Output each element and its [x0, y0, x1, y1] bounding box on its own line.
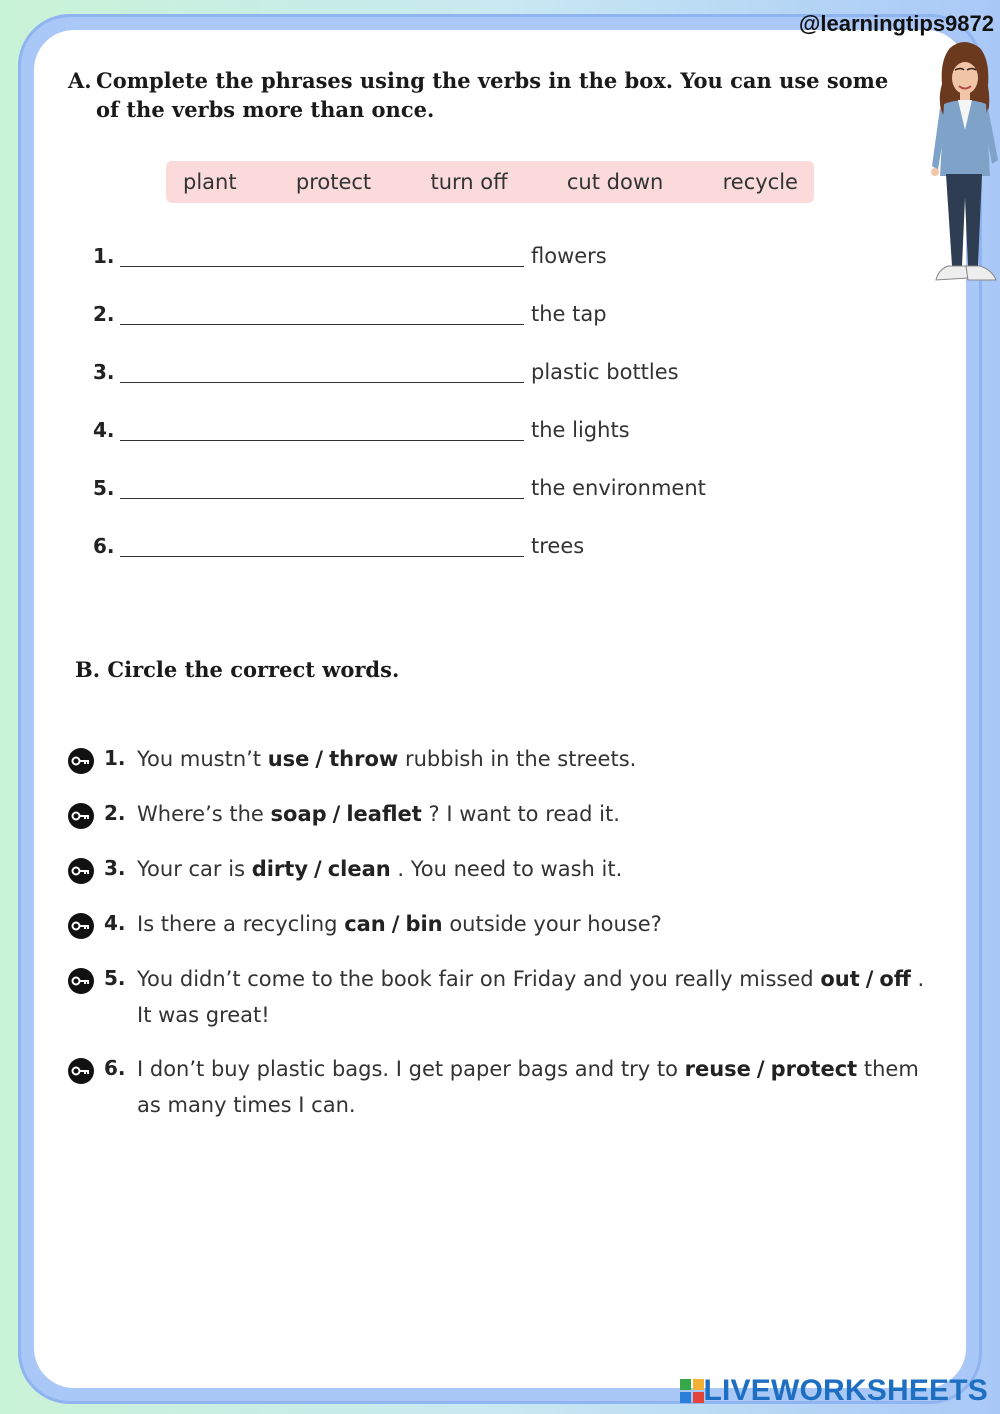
sentence-end: ? I want to read it.	[428, 802, 620, 826]
option-1[interactable]: out	[820, 967, 860, 991]
item-number: 3.	[93, 360, 115, 384]
item-number: 2.	[104, 801, 126, 825]
sentence	[137, 796, 937, 832]
word-box-item: protect	[295, 170, 372, 194]
teacher-illustration	[928, 38, 1000, 298]
option-1[interactable]: soap	[270, 802, 327, 826]
sentence	[137, 851, 937, 887]
sentence-end: outside your house?	[449, 912, 662, 936]
item-number: 6.	[104, 1056, 126, 1080]
phrase-text: flowers	[531, 244, 607, 268]
option-1[interactable]: can	[344, 912, 386, 936]
item-number: 5.	[93, 476, 115, 500]
option-2[interactable]: leaflet	[346, 802, 422, 826]
item-number: 2.	[93, 302, 115, 326]
option-1[interactable]: use	[267, 747, 310, 771]
key-icon[interactable]	[68, 803, 94, 829]
sentence-start: You didn’t come to the book fair on Friday and you really missed	[137, 967, 821, 991]
section-a-instruction	[68, 66, 918, 124]
sentence-end: them as many times I can.	[137, 1057, 919, 1117]
item-number: 1.	[104, 746, 126, 770]
answer-input-2[interactable]	[120, 302, 524, 325]
sentence-end: . It was great!	[137, 967, 925, 1027]
key-icon[interactable]	[68, 913, 94, 939]
key-icon[interactable]	[68, 1058, 94, 1084]
option-divider: /	[865, 967, 874, 991]
sentence	[137, 906, 937, 942]
item-number: 6.	[93, 534, 115, 558]
option-1[interactable]: dirty	[251, 857, 309, 881]
sentence-start: Your car is	[137, 857, 252, 881]
option-divider: /	[314, 857, 322, 881]
option-divider: /	[332, 802, 341, 826]
sentence-end: . You need to wash it.	[397, 857, 623, 881]
item-number: 3.	[104, 856, 126, 880]
key-icon[interactable]	[68, 968, 94, 994]
item-number: 4.	[104, 911, 126, 935]
option-divider: /	[756, 1057, 765, 1081]
watermark: @learningtips9872	[798, 11, 994, 36]
item-number: 1.	[93, 244, 115, 268]
section-a-text: Complete the phrases using the verbs in the box. You can use some of the verbs more than once.	[96, 68, 889, 122]
option-2[interactable]: off	[879, 967, 911, 991]
sentence	[137, 1051, 937, 1123]
word-box-item: plant	[183, 170, 237, 194]
sentence-start: I don’t buy plastic bags. I get paper bags and try to	[137, 1057, 685, 1081]
item-number: 4.	[93, 418, 115, 442]
sentence	[137, 741, 937, 777]
option-divider: /	[391, 912, 400, 936]
answer-input-5[interactable]	[120, 476, 524, 499]
word-box-item: cut down	[566, 170, 664, 194]
sentence	[137, 961, 937, 1033]
option-1[interactable]: reuse	[684, 1057, 751, 1081]
key-icon[interactable]	[68, 858, 94, 884]
answer-input-1[interactable]	[120, 244, 524, 267]
phrase-text: plastic bottles	[531, 360, 679, 384]
option-2[interactable]: bin	[405, 912, 443, 936]
item-number: 5.	[104, 966, 126, 990]
liveworksheets-logo-text: LIVEWORKSHEETS	[703, 1374, 988, 1407]
word-box-item: recycle	[722, 170, 798, 194]
answer-input-6[interactable]	[120, 534, 524, 557]
key-icon[interactable]	[68, 748, 94, 774]
phrase-text: the environment	[531, 476, 706, 500]
option-2[interactable]: throw	[329, 747, 399, 771]
sentence-start: Is there a recycling	[137, 912, 345, 936]
word-box-item: turn off	[430, 170, 508, 194]
sentence-end: rubbish in the streets.	[404, 747, 637, 771]
phrase-text: the tap	[531, 302, 607, 326]
liveworksheets-logo	[680, 1374, 989, 1408]
answer-input-4[interactable]	[120, 418, 524, 441]
worksheet-paper	[34, 30, 966, 1388]
sentence-start: Where’s the	[137, 802, 271, 826]
liveworksheets-logo-icon	[680, 1379, 704, 1403]
word-box	[166, 161, 814, 203]
option-2[interactable]: clean	[327, 857, 391, 881]
sentence-start: You mustn’t	[137, 747, 268, 771]
option-2[interactable]: protect	[770, 1057, 858, 1081]
option-divider: /	[315, 747, 324, 771]
section-a-letter: A.	[68, 68, 92, 93]
phrase-text: trees	[531, 534, 585, 558]
answer-input-3[interactable]	[120, 360, 524, 383]
phrase-text: the lights	[531, 418, 630, 442]
section-b-instruction: B. Circle the correct words.	[75, 657, 400, 682]
